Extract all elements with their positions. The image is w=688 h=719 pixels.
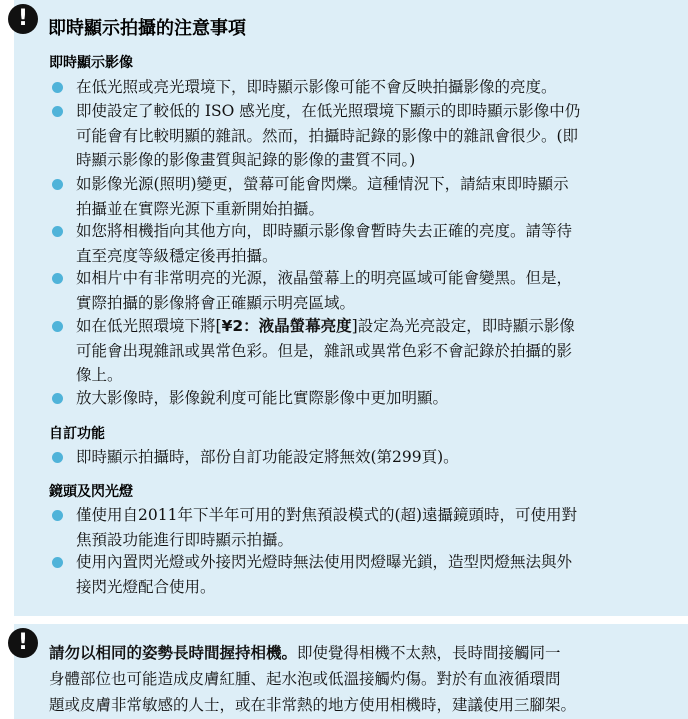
section-heading-live-view-image: 即時顯示影像 [49,55,133,71]
bullet-line: 直至亮度等級穩定後再拍攝。 [76,246,278,265]
bullet-icon [52,321,63,332]
notice-strong: 請勿以相同的姿勢長時間握持相機。 [49,644,298,662]
bullet-line: 即時顯示拍攝時，部份自訂功能設定將無效(第299頁)。 [76,448,459,466]
caution-icon: ! [8,4,38,34]
bullet-line: 時顯示影像的影像畫質與記錄的影像的畫質不同。) [76,151,416,169]
bullet-line: 可能會有比較明顯的雜訊。然而，拍攝時記錄的影像中的雜訊會很少。(即 [76,126,579,145]
bullet-icon [52,557,63,568]
section-heading-lens-flash: 鏡頭及閃光燈 [49,484,133,500]
bullet-icon [52,226,63,237]
bullet-line: 如相片中有非常明亮的光源，液晶螢幕上的明亮區域可能會變黑。但是， [76,269,573,287]
bullet-line: 像上。 [76,366,123,384]
notice-icon: ! [8,628,38,658]
bullet-line [76,314,679,339]
bullet-icon [52,452,63,463]
bullet-icon [52,393,63,404]
bullet-line: 接閃光燈配合使用。 [76,577,216,596]
notice-line: 題或皮膚非常敏感的人士，或在非常熱的地方使用相機時，建議使用三腳架。 [49,696,577,714]
notice-line-rest: 即使覺得相機不太熱，長時間接觸同一 [297,644,561,662]
bullet-text: ]設定為光亮設定，即時顯示影像 [351,317,575,335]
bullet-line: 放大影像時，影像銳利度可能比實際影像中更加明顯。 [76,389,449,407]
bullet-line: 即使設定了較低的 ISO 感光度，在低光照環境下顯示的即時顯示影像中仍 [76,102,581,120]
bullet-icon [52,510,63,521]
bullet-line: 使用內置閃光燈或外接閃光燈時無法使用閃燈曝光鎖，造型閃燈無法與外 [76,553,573,571]
bullet-icon [52,106,63,117]
bullet-line: 在低光照或亮光環境下，即時顯示影像可能不會反映拍攝影像的亮度。 [76,78,557,96]
bullet-line: 如您將相機指向其他方向，即時顯示影像會暫時失去正確的亮度。請等待 [76,222,573,240]
bullet-line: 實際拍攝的影像將會正確顯示明亮區域。 [76,293,356,312]
bullet-line: 僅使用自2011年下半年可用的對焦預設模式的(超)遠攝鏡頭時，可使用對 [76,506,578,524]
bullet-line: 如影像光源(照明)變更，螢幕可能會閃爍。這種情況下，請結束即時顯示 [76,175,569,193]
caution-title: 即時顯示拍攝的注意事項 [48,18,246,39]
bullet-line: 拍攝並在實際光源下重新開始拍攝。 [76,199,325,218]
bullet-icon [52,179,63,190]
section-heading-custom-functions: 自訂功能 [49,426,105,442]
bullet-icon [52,273,63,284]
bullet-text: 如在低光照環境下將[ [76,317,222,335]
bullet-line: 焦預設功能進行即時顯示拍攝。 [76,530,294,549]
bullet-icon [52,82,63,93]
bullet-line: 可能會出現雜訊或異常色彩。但是，雜訊或異常色彩不會記錄於拍攝的影 [76,341,573,360]
notice-line [49,640,679,666]
notice-text [49,640,679,718]
menu-reference: ¥2：液晶螢幕亮度 [221,317,352,335]
notice-line: 身體部位也可能造成皮膚紅腫、起水泡或低溫接觸灼傷。對於有血液循環問 [49,670,561,688]
